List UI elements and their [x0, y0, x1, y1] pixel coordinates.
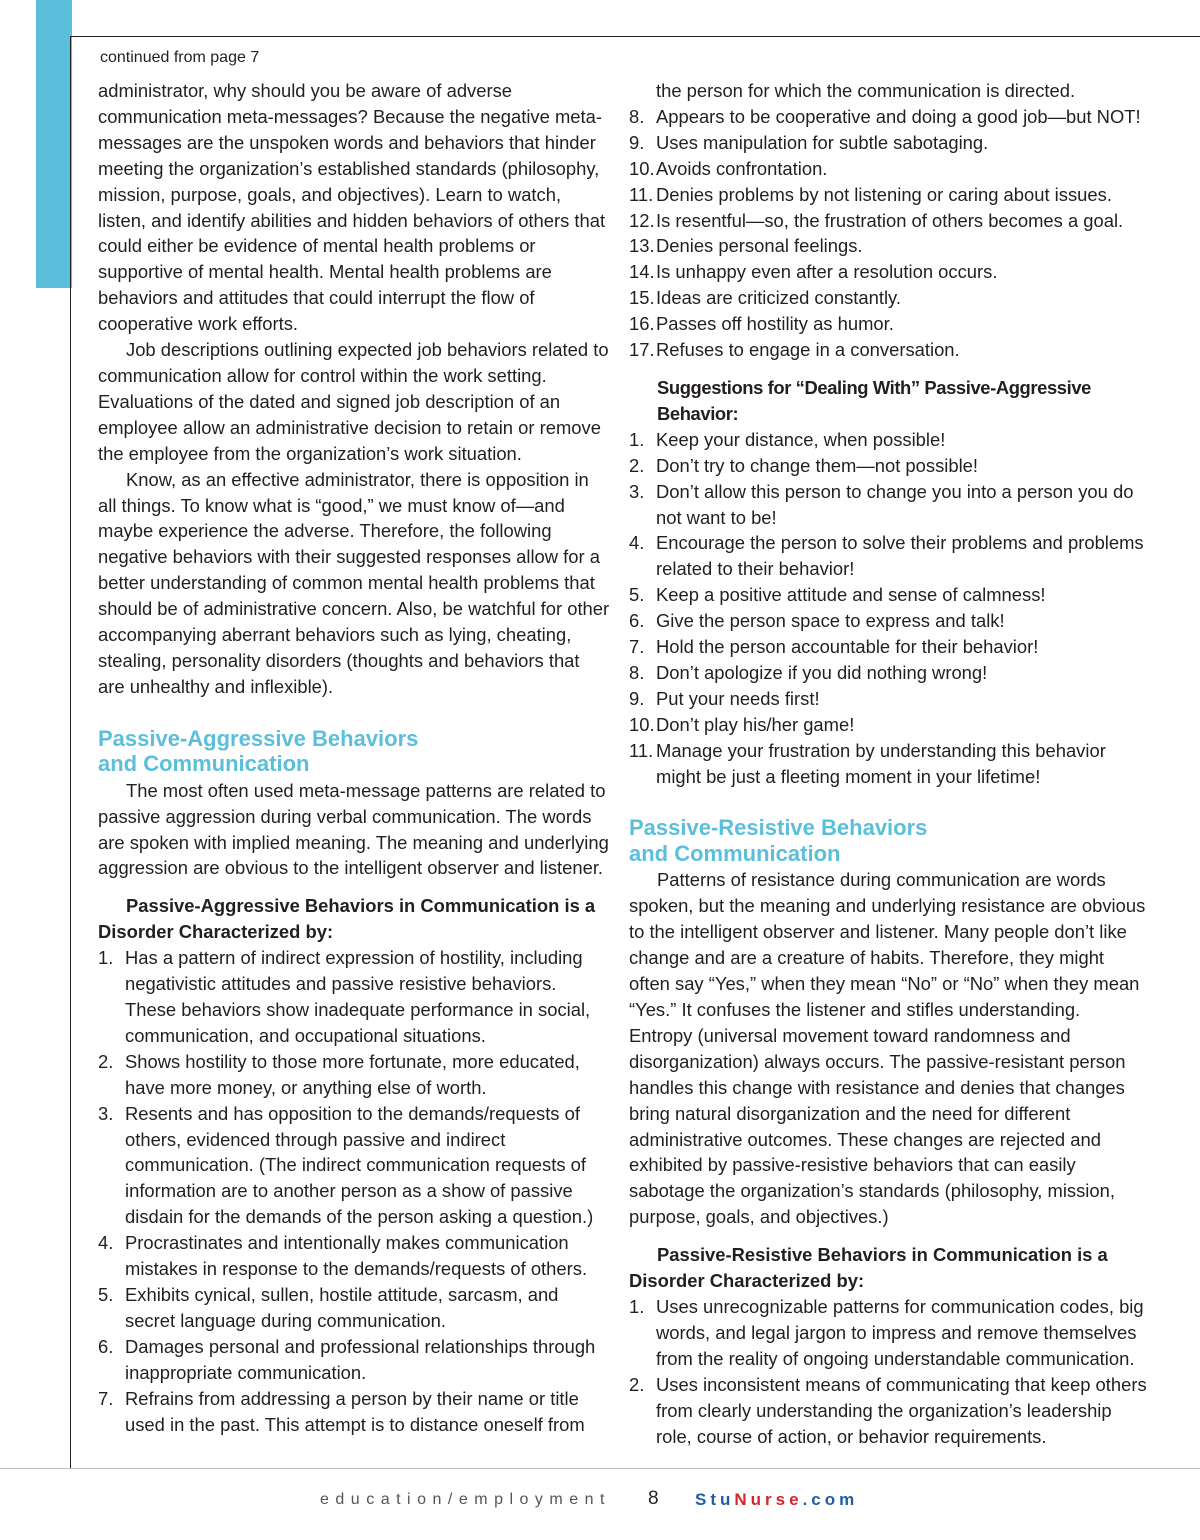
list-number: 5.	[629, 584, 645, 606]
list-text: Denies personal feelings.	[656, 235, 863, 257]
list-text: Don’t play his/her game!	[656, 713, 855, 735]
list-number: 2.	[629, 454, 645, 476]
subhead-line: Passive-Resistive Behaviors in Communication is a	[657, 1244, 1108, 1266]
list-item	[629, 156, 1147, 182]
list-item	[629, 311, 1147, 337]
left-column	[98, 78, 610, 1437]
list-number: 13.	[629, 235, 655, 257]
list-number: 9.	[629, 131, 645, 153]
list-item	[629, 686, 1147, 712]
list-number: 10.	[629, 157, 655, 179]
list-item	[629, 427, 1147, 453]
list-number: 17.	[629, 339, 655, 361]
list-item	[98, 1049, 610, 1101]
list-text: Don’t apologize if you did nothing wrong!	[656, 661, 988, 683]
list-item	[629, 259, 1147, 285]
list-text: Uses inconsistent means of communicating that keep others from clearly understanding the organization’s leadership role, course of action, or behavior requirements.	[656, 1373, 1147, 1447]
brand-logo	[695, 1490, 858, 1510]
list-item	[629, 530, 1147, 582]
heading-line: Passive-Aggressive Behaviors	[98, 725, 419, 751]
list-text: Ideas are criticized constantly.	[656, 287, 901, 309]
list-continuation: the person for which the communication is directed.	[656, 80, 1076, 101]
list-item	[629, 608, 1147, 634]
list-number: 10.	[629, 713, 655, 735]
passive-aggressive-heading	[98, 726, 610, 777]
heading-line: Passive-Resistive Behaviors	[629, 815, 928, 841]
list-item	[98, 1282, 610, 1334]
list-number: 8.	[629, 661, 645, 683]
continued-note: continued from page 7	[100, 49, 260, 66]
passive-aggressive-subhead	[98, 893, 610, 945]
list-number: 1.	[629, 1295, 645, 1317]
list-text: Passes off hostility as humor.	[656, 313, 894, 335]
list-number: 15.	[629, 287, 655, 309]
footer-rule	[0, 1468, 1200, 1469]
list-text: Keep a positive attitude and sense of calmness!	[656, 584, 1046, 606]
list-text: Damages personal and professional relationships through inappropriate communication.	[125, 1335, 596, 1383]
list-item	[629, 104, 1147, 130]
list-text: Avoids confrontation.	[656, 157, 828, 179]
know-paragraph: Know, as an effective administrator, there is opposition in all things. To know what is “good,” we must know of—and maybe experience the adverse. Therefore, the following negative behaviors with their suggested responses allow for a better understanding of common mental health problems that should be of administrative concern. Also, be watchful for other accompanying aberrant behaviors such as lying, cheating, stealing, personality disorders (thoughts and behaviors that are unhealthy and inflexible).	[98, 468, 610, 697]
list-text: Give the person space to express and talk!	[656, 610, 1005, 632]
list-text: Don’t allow this person to change you into a person you do not want to be!	[656, 480, 1134, 528]
list-text: Procrastinates and intentionally makes communication mistakes in response to the demands/requests of others.	[125, 1232, 588, 1280]
list-number: 3.	[629, 480, 645, 502]
side-accent-tab	[36, 0, 72, 288]
intro-paragraph: administrator, why should you be aware of adverse communication meta-messages? Because the negative meta-messages are the unspoken words and behaviors that hinder meeting the organization’s established standards (philosophy, mission, purpose, goals, and objectives). Learn to watch, listen, and identify abilities and hidden behaviors of others that could either be evidence of mental health problems or supportive of mental health. Mental health problems are behaviors and attitudes that could interrupt the flow of cooperative work efforts.	[98, 80, 606, 335]
list-item	[629, 285, 1147, 311]
top-rule	[71, 36, 1200, 37]
list-number: 2.	[629, 1373, 645, 1395]
list-number: 11.	[629, 739, 654, 761]
list-item	[629, 1294, 1147, 1372]
brand-stu: Stu	[695, 1490, 735, 1509]
list-text: Put your needs first!	[656, 687, 820, 709]
list-number: 7.	[98, 1387, 114, 1409]
list-text: Uses manipulation for subtle sabotaging.	[656, 131, 989, 153]
list-number: 8.	[629, 105, 645, 127]
list-number: 2.	[98, 1050, 114, 1072]
list-number: 12.	[629, 209, 655, 231]
left-rule	[70, 36, 71, 1468]
list-item	[629, 479, 1147, 531]
list-item	[629, 337, 1147, 363]
subhead-line: Passive-Aggressive Behaviors in Communication is a	[126, 895, 596, 917]
list-number: 7.	[629, 636, 645, 658]
heading-line: and Communication	[629, 840, 841, 866]
list-item	[629, 634, 1147, 660]
brand-nurse: Nurse	[734, 1490, 803, 1509]
passive-resistive-paragraph: Patterns of resistance during communication are words spoken, but the meaning and underlying resistance are obvious to the intelligent observer and listener. Many people don’t like change and are a creature of habits. Therefore, they might often say “Yes,” when they mean “No” or “No” when they mean “Yes.” It confuses the listener and stifles understanding. Entropy (universal movement toward randomness and disorganization) always occurs. The passive-resistant person handles this change with resistance and denies that changes bring natural disorganization and the need for different administrative outcomes. These changes are rejected and exhibited by passive-resistive behaviors that can easily sabotage the organization’s standards (philosophy, mission, purpose, goals, and objectives.)	[629, 869, 1146, 1228]
list-number: 5.	[98, 1283, 114, 1305]
list-number: 14.	[629, 261, 655, 283]
suggestions-list	[629, 427, 1147, 790]
list-number: 16.	[629, 313, 655, 335]
page-number: 8	[648, 1488, 659, 1509]
list-item	[629, 1372, 1147, 1450]
list-item	[98, 945, 610, 1049]
footer-section-label: education/employment	[320, 1491, 611, 1508]
list-item	[629, 130, 1147, 156]
list-item	[629, 660, 1147, 686]
list-number: 6.	[98, 1335, 114, 1357]
list-item	[98, 1101, 610, 1231]
list-text: Appears to be cooperative and doing a good job—but NOT!	[656, 105, 1141, 127]
heading-line: and Communication	[98, 751, 310, 777]
list-number: 11.	[629, 183, 654, 205]
passive-resistive-list	[629, 1294, 1147, 1449]
job-description-paragraph: Job descriptions outlining expected job behaviors related to communication allow for control within the work setting. Evaluations of the dated and signed job description of an employee allow an administrative decision to retain or remove the employee from the organization’s work situation.	[98, 339, 609, 464]
list-text: Exhibits cynical, sullen, hostile attitude, sarcasm, and secret language during communication.	[125, 1283, 559, 1331]
suggestions-heading: Suggestions for “Dealing With” Passive-Aggressive Behavior:	[657, 376, 1091, 424]
passive-resistive-heading	[629, 815, 1147, 866]
list-number: 9.	[629, 687, 645, 709]
list-item	[629, 208, 1147, 234]
list-item	[629, 582, 1147, 608]
list-number: 1.	[629, 428, 645, 450]
list-number: 4.	[629, 532, 645, 554]
list-item	[98, 1386, 610, 1438]
list-item	[629, 453, 1147, 479]
list-text: Manage your frustration by understanding this behavior might be just a fleeting moment in your lifetime!	[656, 739, 1106, 787]
list-item	[98, 1230, 610, 1282]
subhead-line: Disorder Characterized by:	[629, 1270, 865, 1292]
list-number: 6.	[629, 610, 645, 632]
list-text: Resents and has opposition to the demands/requests of others, evidenced through passive and indirect communication. (The indirect communication requests of information are to another person as a show of passive disdain for the demands of the person asking a question.)	[125, 1102, 594, 1228]
list-item	[629, 233, 1147, 259]
list-text: Shows hostility to those more fortunate, more educated, have more money, or anything else of worth.	[125, 1050, 580, 1098]
list-text: Refuses to engage in a conversation.	[656, 339, 960, 361]
list-number: 3.	[98, 1102, 114, 1124]
list-text: Encourage the person to solve their problems and problems related to their behavior!	[656, 532, 1144, 580]
list-text: Has a pattern of indirect expression of hostility, including negativistic attitudes and passive resistive behaviors. These behaviors show inadequate performance in social, communication, and occupational situations.	[125, 947, 591, 1046]
list-text: Hold the person accountable for their behavior!	[656, 636, 1039, 658]
list-item	[629, 738, 1147, 790]
subhead-line: Disorder Characterized by:	[98, 921, 334, 943]
list-number: 4.	[98, 1232, 114, 1254]
passive-aggressive-list	[98, 945, 610, 1437]
list-text: Refrains from addressing a person by their name or title used in the past. This attempt is to distance oneself from	[125, 1387, 585, 1435]
list-text: Is unhappy even after a resolution occurs.	[656, 261, 998, 283]
list-number: 1.	[98, 947, 114, 969]
list-text: Don’t try to change them—not possible!	[656, 454, 979, 476]
list-text: Keep your distance, when possible!	[656, 428, 946, 450]
list-text: Uses unrecognizable patterns for communication codes, big words, and legal jargon to impress and remove themselves from the reality of ongoing understandable communication.	[656, 1295, 1144, 1369]
page-footer	[0, 1488, 1200, 1514]
passive-aggressive-paragraph: The most often used meta-message patterns are related to passive aggression during verbal communication. The words are spoken with implied meaning. The meaning and underlying aggression are obvious to the intelligent observer and listener.	[98, 779, 609, 879]
list-item	[98, 1334, 610, 1386]
passive-aggressive-list-continued	[629, 104, 1147, 363]
right-column	[629, 78, 1147, 1449]
passive-resistive-subhead	[629, 1242, 1147, 1294]
brand-com: .com	[802, 1490, 859, 1509]
list-text: Is resentful—so, the frustration of others becomes a goal.	[656, 209, 1124, 231]
list-item	[629, 182, 1147, 208]
list-text: Denies problems by not listening or caring about issues.	[656, 183, 1112, 205]
list-item	[629, 712, 1147, 738]
